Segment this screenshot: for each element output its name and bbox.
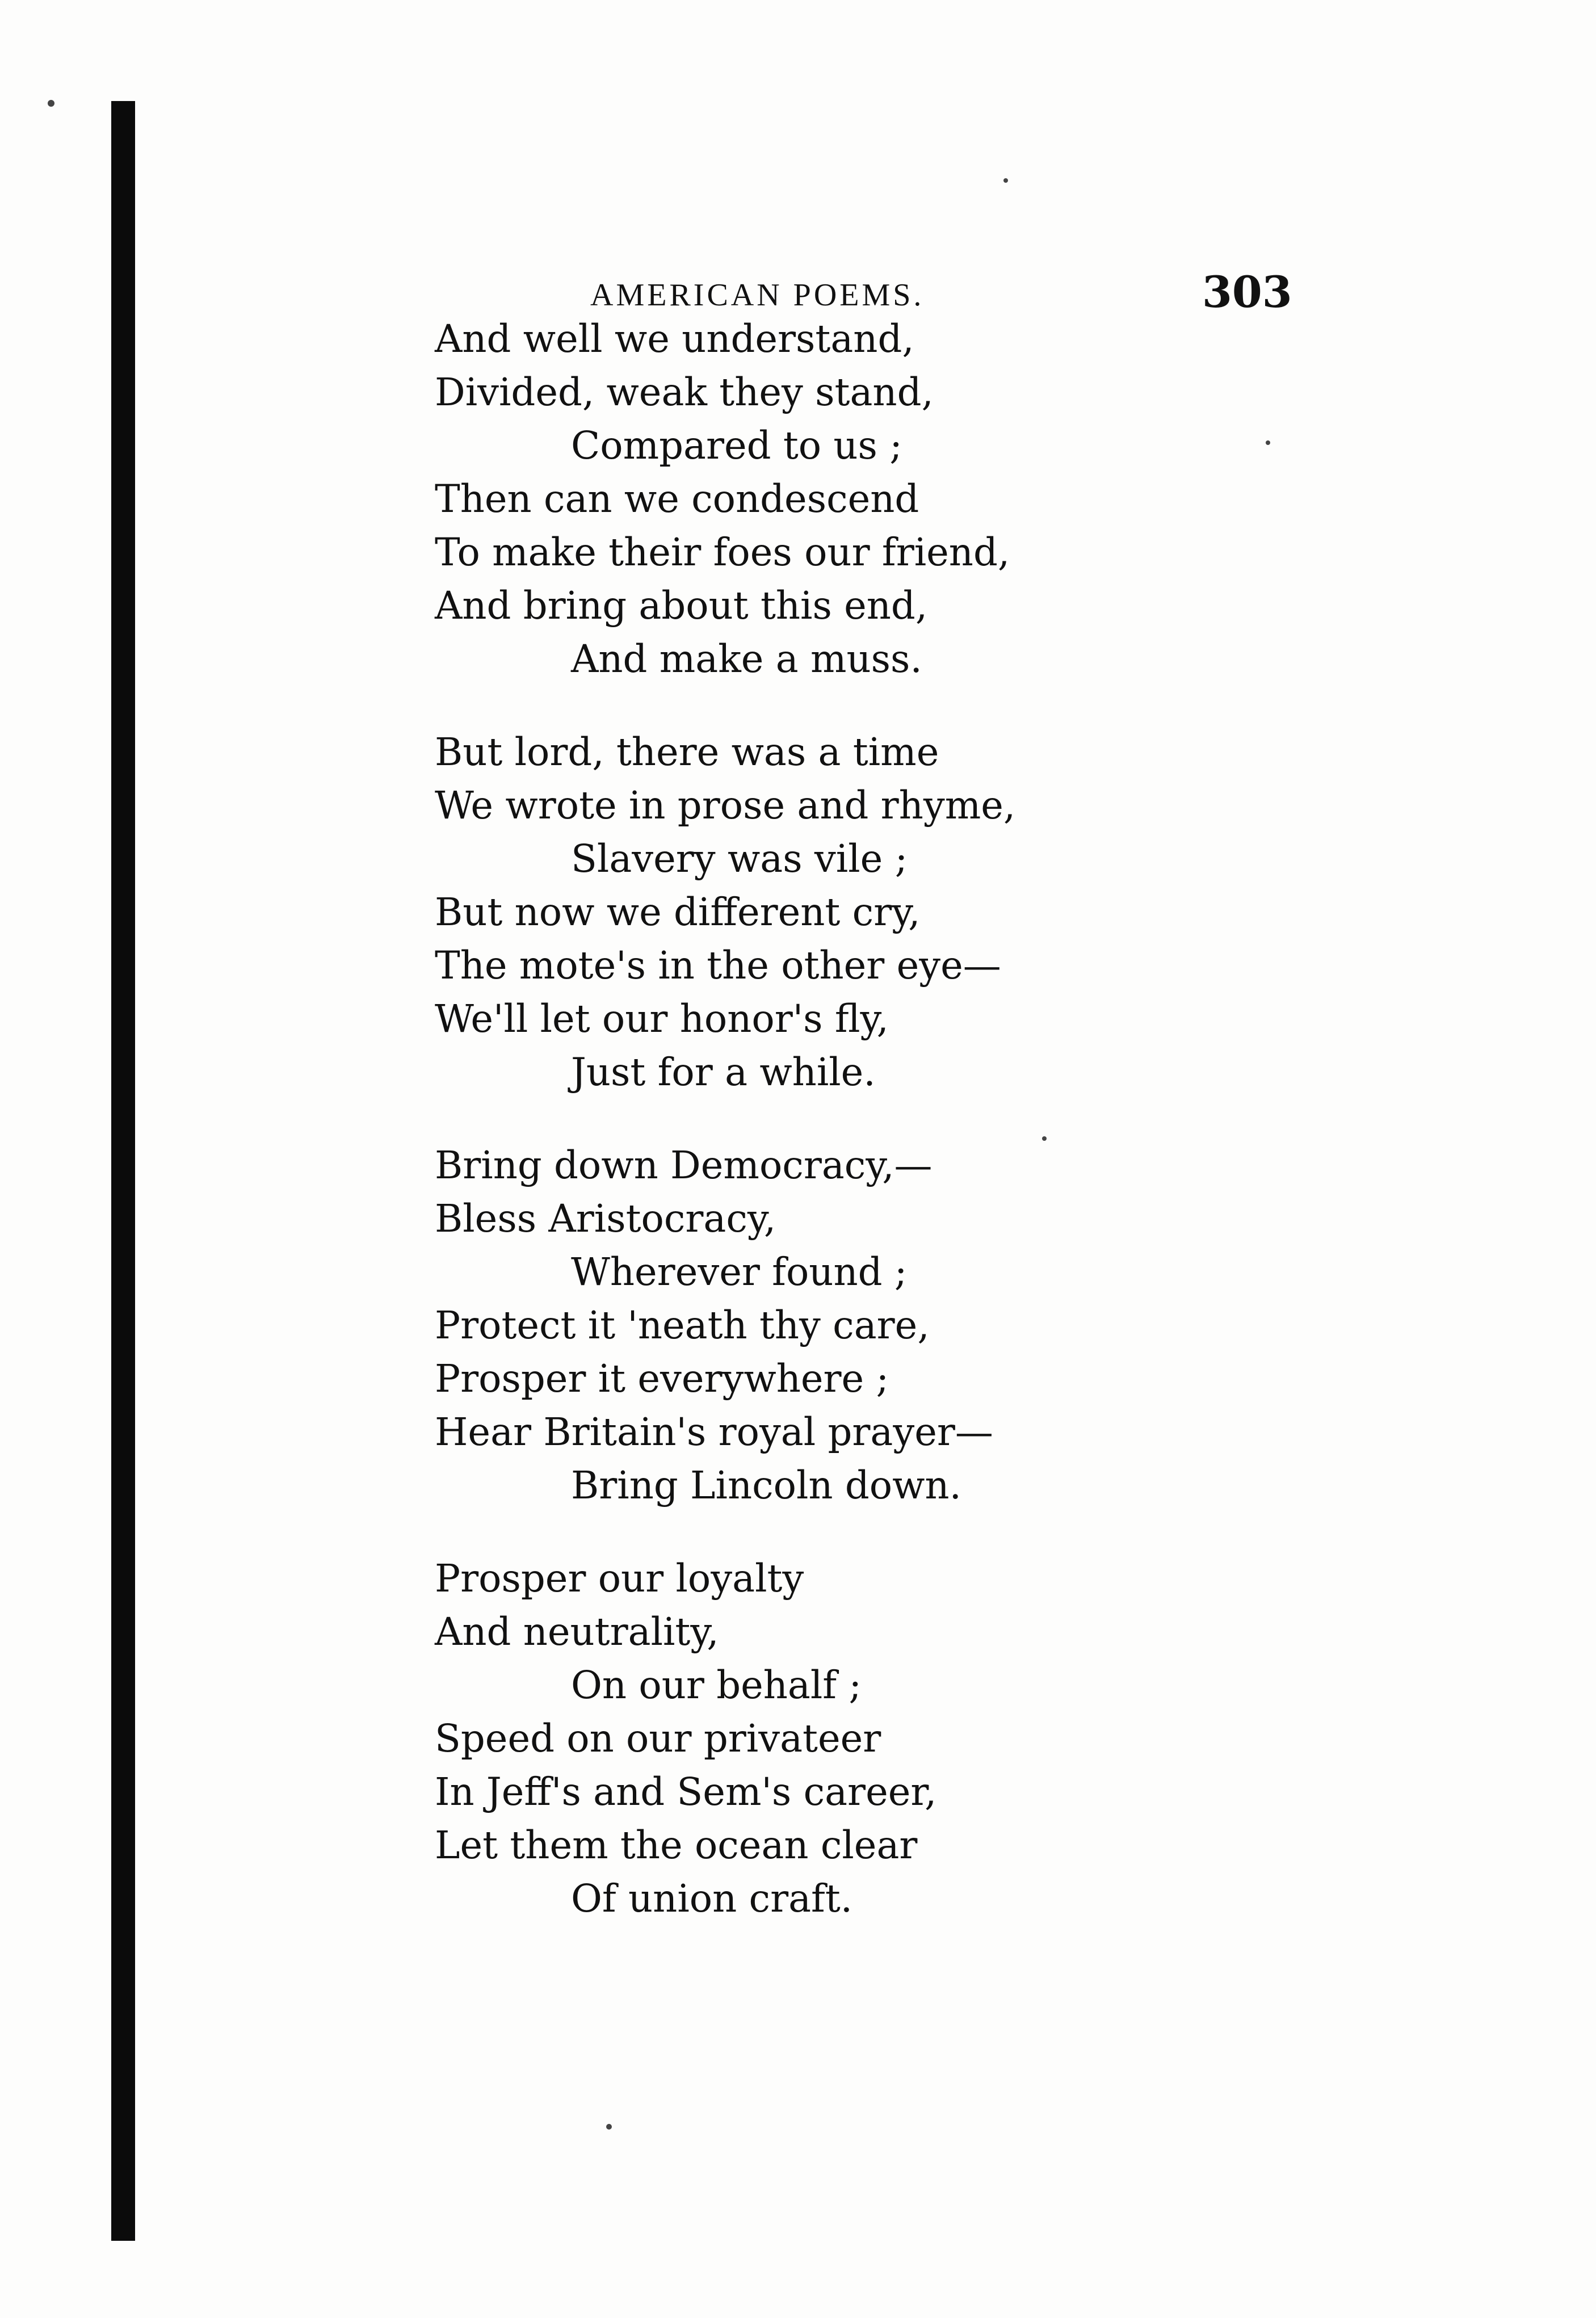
poem-refrain-line: Wherever found ; (571, 1250, 908, 1294)
poem-line: But lord, there was a time (435, 730, 939, 774)
poem-line: And well we understand, (435, 317, 914, 361)
stanza (435, 312, 1513, 686)
stanza (435, 1552, 1513, 1925)
poem-refrain-line: On our behalf ; (571, 1663, 862, 1707)
poem-line: Protect it 'neath thy care, (435, 1303, 930, 1347)
page-number: 303 (1202, 267, 1292, 317)
poem-line: Prosper our loyalty (435, 1556, 804, 1601)
poem-refrain-line: Compared to us ; (571, 423, 902, 468)
poem-line: Divided, weak they stand, (435, 370, 934, 414)
page-speck (1003, 178, 1008, 183)
page-speck (606, 2124, 612, 2130)
poem-line: Prosper it everywhere ; (435, 1357, 889, 1401)
poem-line: Bless Aristocracy, (435, 1196, 776, 1241)
poem-refrain-line: Slavery was vile ; (571, 837, 908, 881)
poem-line: But now we different cry, (435, 890, 921, 934)
poem (435, 312, 1513, 1965)
stanza (435, 1139, 1513, 1512)
poem-refrain-line: Of union craft. (571, 1876, 853, 1921)
poem-refrain-line: And make a muss. (571, 637, 922, 681)
poem-line: To make their foes our friend, (435, 530, 1010, 574)
page-speck (48, 100, 54, 107)
poem-line: In Jeff's and Sem's career, (435, 1770, 937, 1814)
poem-line: Bring down Democracy,— (435, 1143, 933, 1187)
poem-line: Let them the ocean clear (435, 1823, 918, 1867)
poem-line: Hear Britain's royal prayer— (435, 1410, 993, 1454)
poem-refrain-line: Just for a while. (571, 1050, 876, 1094)
poem-refrain-line: Bring Lincoln down. (571, 1463, 961, 1507)
poem-line: We wrote in prose and rhyme, (435, 783, 1016, 828)
stanza (435, 725, 1513, 1099)
poem-line: And bring about this end, (435, 583, 928, 628)
poem-line: Then can we condescend (435, 477, 919, 521)
poem-line: Speed on our privateer (435, 1716, 881, 1761)
poem-line: We'll let our honor's fly, (435, 997, 889, 1041)
poem-line: And neutrality, (435, 1610, 719, 1654)
binding-edge (111, 101, 135, 2241)
poem-line: The mote's in the other eye— (435, 943, 1001, 988)
running-title: AMERICAN POEMS. (590, 278, 925, 313)
